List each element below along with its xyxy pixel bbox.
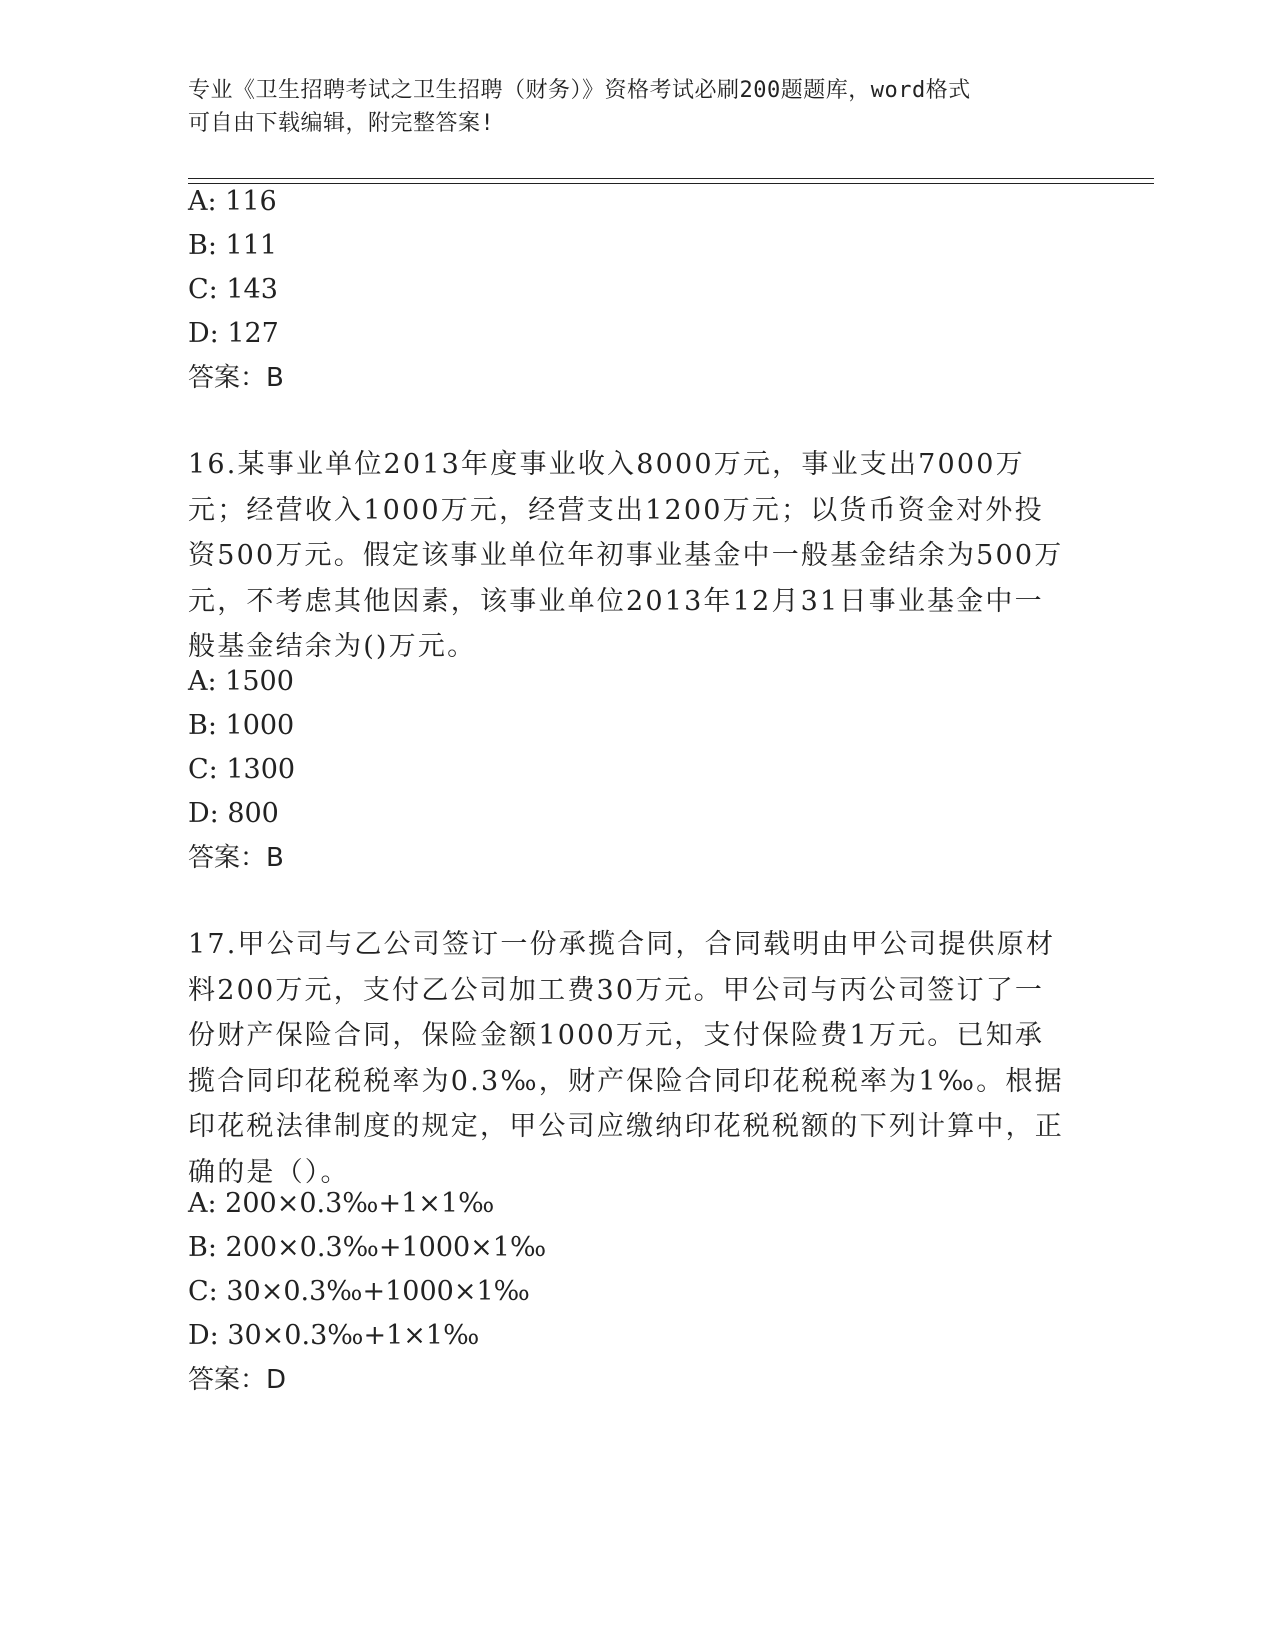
answer-label: 答案：B (188, 363, 284, 393)
answer-label: 答案：B (188, 843, 284, 873)
question-16-text: 16.某事业单位2013年度事业收入8000万元，事业支出7000万元；经营收入1000万元，经营支出1200万元；以货币资金对外投资500万元。假定该事业单位年初事业基金中一般基金结余为500万元，不考虑其他因素，该事业单位2013年12月31日事业基金中一般基金结余为()万元。 (188, 449, 1064, 662)
option-b: B: 1000 (188, 710, 295, 741)
option-a: A: 1500 (188, 666, 294, 697)
answer-label: 答案：D (188, 1365, 287, 1395)
option-c: C: 1300 (188, 754, 296, 785)
option-c: C: 30×0.3‰+1000×1‰ (188, 1276, 530, 1307)
header-line-1: 专业《卫生招聘考试之卫生招聘（财务）》资格考试必刷200题题库，word格式 (188, 78, 971, 103)
option-a: A: 116 (188, 186, 277, 217)
option-d: D: 30×0.3‰+1×1‰ (188, 1320, 480, 1351)
header-divider-top (188, 178, 1154, 179)
page-header (188, 74, 1088, 140)
option-d: D: 127 (188, 318, 279, 349)
option-d: D: 800 (188, 798, 279, 829)
option-c: C: 143 (188, 274, 278, 305)
option-b: B: 111 (188, 230, 278, 261)
option-b: B: 200×0.3‰+1000×1‰ (188, 1232, 547, 1263)
option-a: A: 200×0.3‰+1×1‰ (188, 1188, 495, 1219)
header-line-2: 可自由下载编辑，附完整答案! (188, 111, 495, 136)
header-divider-bottom (188, 183, 1154, 184)
question-17-text: 17.甲公司与乙公司签订一份承揽合同，合同载明由甲公司提供原材料200万元，支付乙公司加工费30万元。甲公司与丙公司签订了一份财产保险合同，保险金额1000万元，支付保险费1万元。已知承揽合同印花税税率为0.3‰，财产保险合同印花税税率为1‰。根据印花税法律制度的规定，甲公司应缴纳印花税税额的下列计算中，正确的是（）。 (188, 929, 1064, 1188)
